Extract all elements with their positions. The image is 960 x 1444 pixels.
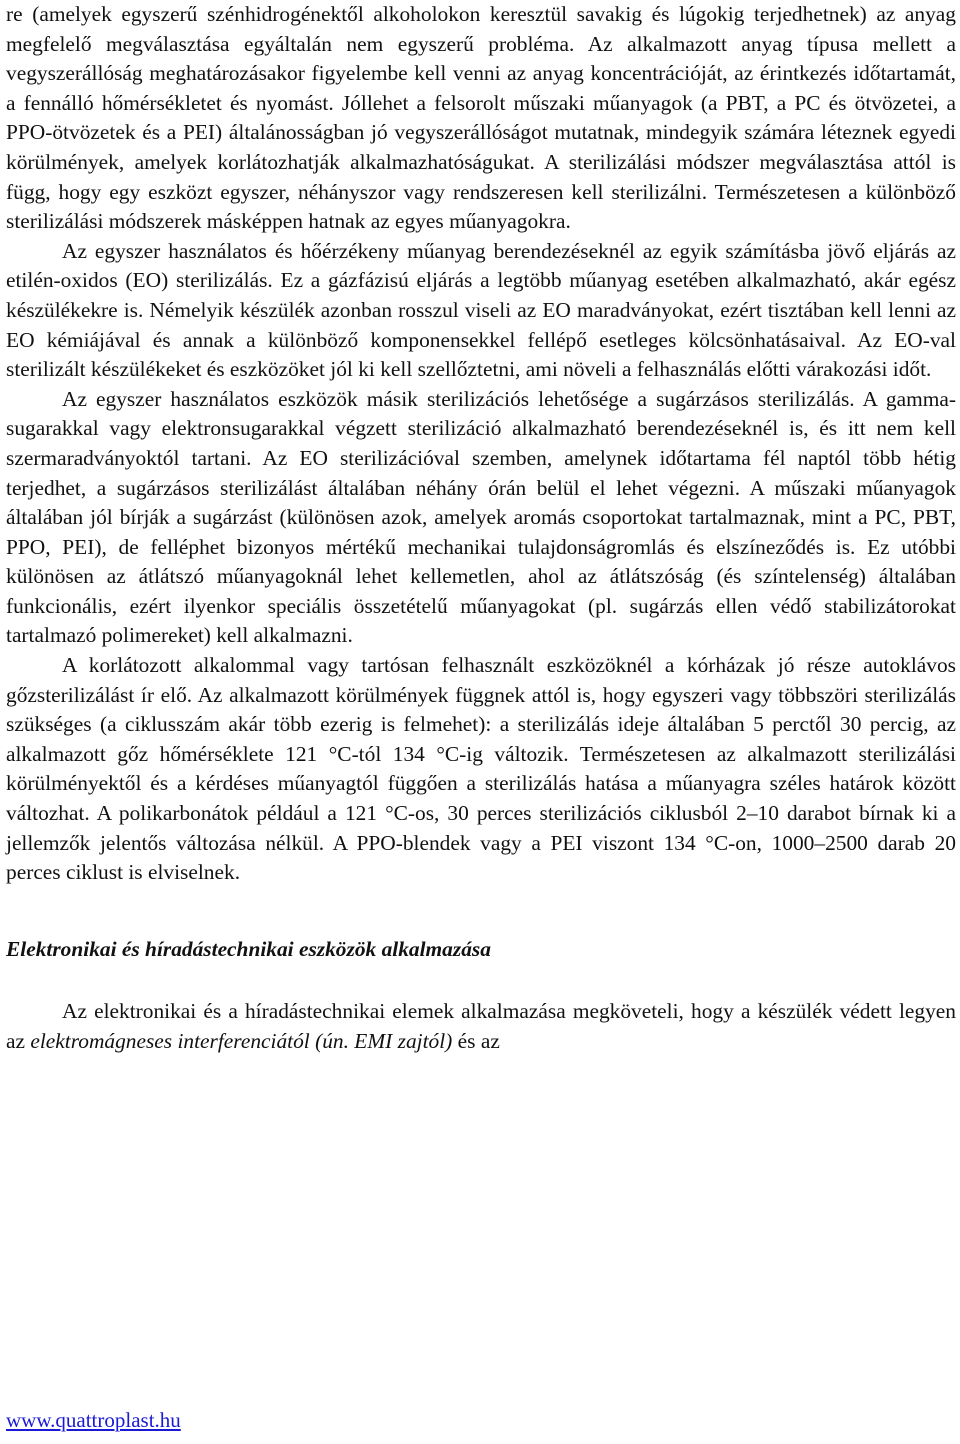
footer-website-link[interactable]: www.quattroplast.hu [6, 1408, 181, 1432]
paragraph-electronics-emphasis: elektromágneses interferenciától (ún. EMI zajtól) [30, 1029, 453, 1053]
section-heading: Elektronikai és híradástechnikai eszközök alkalmazása [6, 936, 491, 961]
paragraph-steam-sterilization: A korlátozott alkalommal vagy tartósan felhasznált eszközöknél a kórházak jó része autoklávos gőzsterilizálást ír elő. Az alkalmazott körülmények függnek attól is, hogy egyszeri vagy többszöri sterilizálás szükséges (a ciklusszám akár több ezerig is felmehet): a sterilizálás ideje általában 5 perctől 30 percig, az alkalmazott gőz hőmérséklete 121 °C-tól 134 °C-ig változik. Természetesen az alkalmazott sterilizálási körülményektől és a kérdéses műanyagtól függően a sterilizálás hatása a műanyagra széles határok között változhat. A polikarbonátok például a 121 °C-os, 30 perces sterilizációs ciklusból 2–10 darabot bírnak ki a jellemzők jelentős változása nélkül. A PPO-blendek vagy a PEI viszont 134 °C-on, 1000–2500 darab 20 perces ciklust is elviselnek. [6, 653, 956, 885]
document-page [6, 0, 956, 1057]
paragraph-electronics-text-2: és az [452, 1029, 500, 1053]
paragraph-chemical-resistance: re (amelyek egyszerű szénhidrogénektől alkoholokon keresztül savakig és lúgokig terjedhetnek) az anyag megfelelő megválasztása egyáltalán nem egyszerű probléma. Az alkalmazott anyag típusa mellett a vegyszerállóság meghatározásakor figyelembe kell venni az anyag koncentrációját, az érintkezés időtartamát, a fennálló hőmérsékletet és nyomást. Jóllehet a felsorolt műszaki műanyagok (a PBT, a PC és ötvözetei, a PPO-ötvözetek és a PEI) általánosságban jó vegyszerállóságot mutatnak, mindegyik számára léteznek egyedi körülmények, amelyek korlátozhatják alkalmazhatóságukat. A sterilizálási módszer megválasztása attól is függ, hogy egy eszközt egyszer, néhányszor vagy rendszeresen kell sterilizálni. Természetesen a különböző sterilizálási módszerek másképpen hatnak az egyes műanyagokra. [6, 2, 956, 234]
paragraph-electronics [6, 997, 956, 1056]
paragraph-radiation-sterilization: Az egyszer használatos eszközök másik sterilizációs lehetősége a sugárzásos sterilizálás. A gamma-sugarakkal vagy elektronsugarakkal végzett sterilizáció alkalmazható berendezéseknél is, és itt nem kell szermaradványoktól tartani. Az EO sterilizációval szemben, amelynek időtartama fél naptól több hétig terjedhet, a sugárzásos sterilizálást általában néhány órán belül el lehet végezni. A műszaki műanyagok általában jól bírják a sugárzást (különösen azok, amelyek aromás csoportokat tartalmaznak, mint a PC, PBT, PPO, PEI), de felléphet bizonyos mértékű mechanikai tulajdonságromlás és elszíneződés is. Ez utóbbi különösen az átlátszó műanyagoknál lehet kellemetlen, ahol az átlátszóság (és színtelenség) általában funkcionális, ezért ilyenkor speciális összetételű műanyagokat (pl. sugárzás ellen védő stabilizátorokat tartalmazó polimereket) kell alkalmazni. [6, 386, 956, 648]
paragraph-electronics-text-1: Az elektronikai és a híradástechnikai elemek alkalmazása megköveteli, hogy a készülék védett legyen az [6, 999, 956, 1053]
paragraph-eo-sterilization: Az egyszer használatos és hőérzékeny műanyag berendezéseknél az egyik számításba jövő eljárás az etilén-oxidos (EO) sterilizálás. Ez a gázfázisú eljárás a legtöbb műanyag esetében alkalmazható, akár egész készülékekre is. Némelyik készülék azonban rosszul viseli az EO maradványokat, ezért tisztában kell lenni az EO kémiájával és annak a különböző komponensekkel fellépő esetleges kölcsönhatásaival. Az EO-val sterilizált készülékeket és eszközöket jól ki kell szellőztetni, ami növeli a felhasználás előtti várakozási időt. [6, 238, 956, 382]
